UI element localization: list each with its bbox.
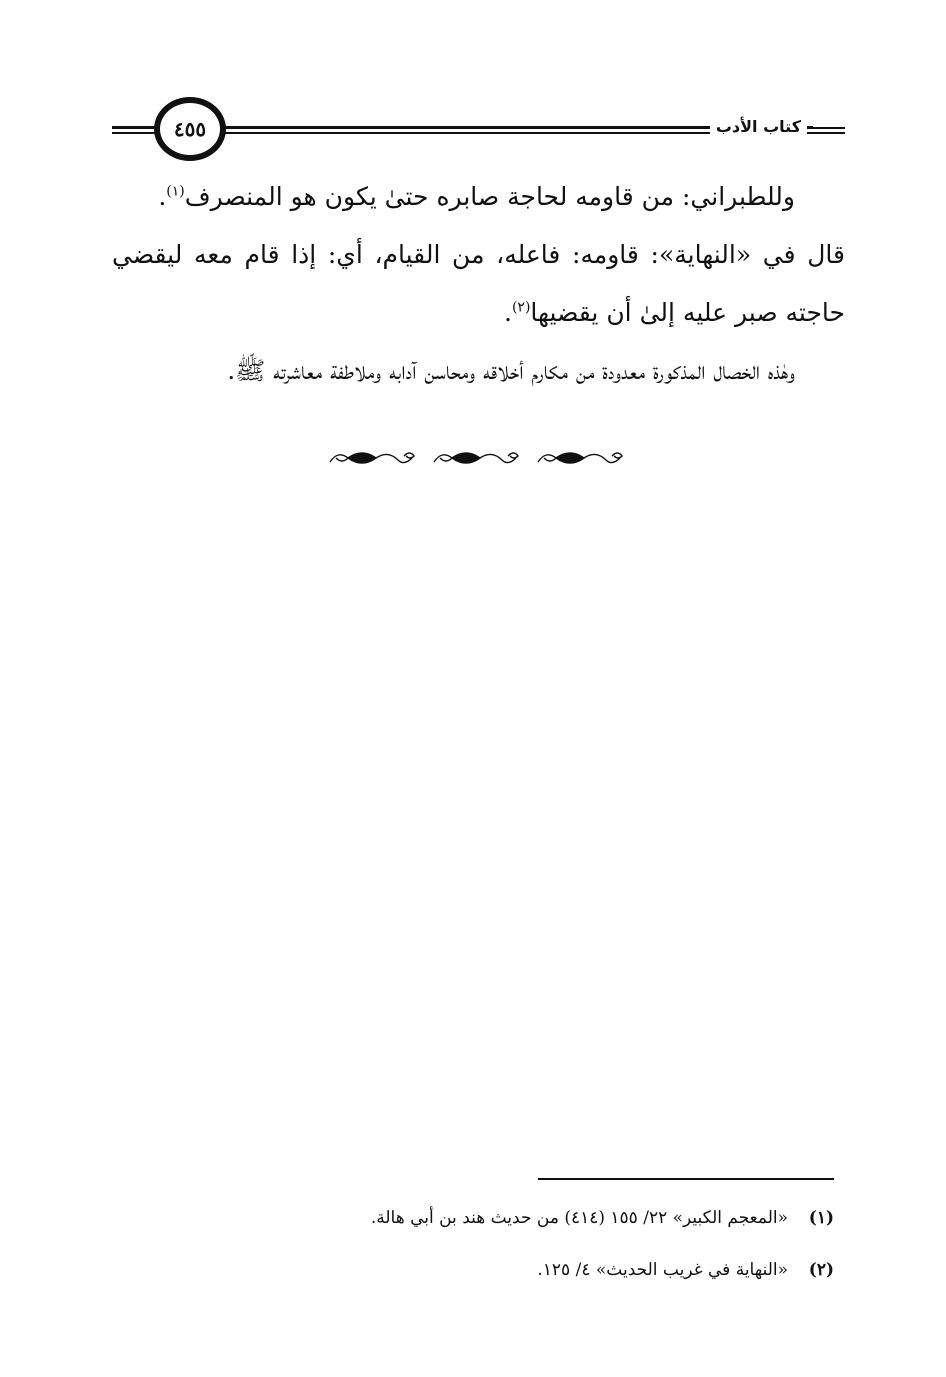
- paragraph-text: وللطبراني: من قاومه لحاجة صابره حتىٰ يكون هو المنصرف: [184, 182, 795, 211]
- footnotes: [112, 1192, 834, 1296]
- running-title: كتاب الأدب: [710, 117, 807, 136]
- footnote-text: «النهاية في غريب الحديث» ٤/ ١٢٥.: [537, 1260, 788, 1280]
- paragraph: [112, 226, 845, 342]
- section-ornament: [320, 440, 636, 476]
- ornament-motif: [434, 453, 518, 463]
- ornament-motif: [538, 453, 622, 463]
- page-number: ٤٥٥: [173, 117, 207, 141]
- footnote-ref: (١): [166, 183, 185, 200]
- footnote-ref: (٢): [511, 299, 531, 316]
- paragraph: [112, 342, 845, 400]
- paragraph-end: .: [503, 298, 512, 327]
- paragraph-end: .: [158, 182, 167, 211]
- paragraph-text: وهٰذه الخصال المذكورة معدودة من مكارم أخلاقه ومحاسن آدابه وملاطفة معاشرته ﷺ.: [227, 356, 795, 385]
- main-text: [112, 168, 845, 400]
- footnote-text: «المعجم الكبير» ٢٢/ ١٥٥ (٤١٤) من حديث هند بن أبي هالة.: [370, 1208, 788, 1228]
- ornament-motif: [330, 453, 414, 463]
- header-dash: [813, 125, 845, 137]
- page-header: [112, 95, 845, 165]
- footnote-number: (٢): [808, 1260, 834, 1280]
- footnote-number: (١): [808, 1208, 834, 1228]
- paragraph-text: قال في «النهاية»: قاومه: فاعله، من القيام، أي: إذا قام معه ليقضي حاجته صبر عليه إلىٰ أن يقضيها: [112, 240, 845, 327]
- footnote-separator: [538, 1178, 834, 1180]
- paragraph: [112, 168, 845, 226]
- footnote: [112, 1192, 834, 1244]
- page-number-badge: [154, 97, 226, 161]
- footnote: [112, 1244, 834, 1296]
